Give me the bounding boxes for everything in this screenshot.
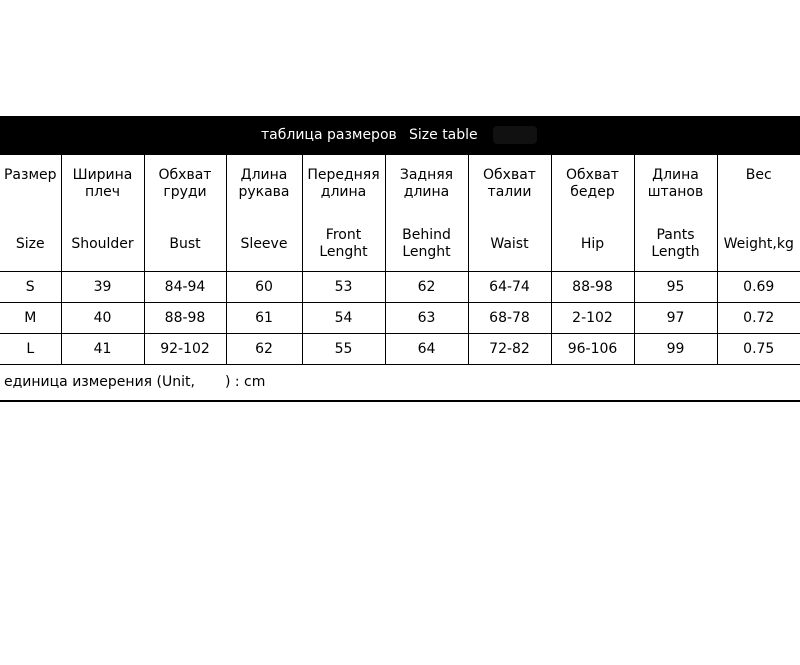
header-ru: Передняя длина bbox=[307, 167, 380, 200]
header-en: Size bbox=[15, 235, 45, 252]
header-hip bbox=[551, 155, 634, 272]
table-cell: 64-74 bbox=[468, 272, 551, 303]
header-weight bbox=[717, 155, 800, 272]
table-cell: 54 bbox=[302, 303, 385, 334]
table-cell: M bbox=[0, 303, 61, 334]
header-ru: Вес bbox=[745, 167, 772, 183]
redacted-mark bbox=[493, 126, 537, 144]
table-cell: 88-98 bbox=[144, 303, 226, 334]
table-cell: 0.72 bbox=[717, 303, 800, 334]
table-cell: 88-98 bbox=[551, 272, 634, 303]
table-cell: 63 bbox=[385, 303, 468, 334]
table-cell: 95 bbox=[634, 272, 717, 303]
size-grid bbox=[0, 154, 800, 402]
table-cell: 96-106 bbox=[551, 334, 634, 365]
header-front-length bbox=[302, 155, 385, 272]
table-cell: 97 bbox=[634, 303, 717, 334]
header-row bbox=[0, 155, 800, 272]
header-en: Waist bbox=[490, 235, 529, 252]
header-ru: Обхват талии bbox=[483, 167, 536, 200]
unit-note-suffix: ) : cm bbox=[224, 374, 266, 391]
table-cell: 60 bbox=[226, 272, 302, 303]
header-size bbox=[0, 155, 61, 272]
header-en: Weight,kg bbox=[723, 235, 794, 252]
header-en: Sleeve bbox=[240, 235, 288, 252]
table-cell: 99 bbox=[634, 334, 717, 365]
table-cell: 0.75 bbox=[717, 334, 800, 365]
header-bust bbox=[144, 155, 226, 272]
table-row bbox=[0, 334, 800, 365]
header-ru: Ширина плеч bbox=[72, 167, 133, 200]
header-ru: Длина рукава bbox=[238, 167, 290, 200]
table-cell: 40 bbox=[61, 303, 144, 334]
table-cell: 61 bbox=[226, 303, 302, 334]
header-en: Front Lenght bbox=[319, 227, 368, 260]
table-cell: 0.69 bbox=[717, 272, 800, 303]
title-ru: таблица размеров bbox=[261, 127, 397, 143]
table-cell: 2-102 bbox=[551, 303, 634, 334]
header-en: Behind Lenght bbox=[402, 227, 451, 260]
unit-note bbox=[0, 365, 800, 402]
table-cell: 84-94 bbox=[144, 272, 226, 303]
table-cell: 92-102 bbox=[144, 334, 226, 365]
header-ru: Обхват бедер bbox=[566, 167, 619, 200]
header-en: Shoulder bbox=[71, 235, 134, 252]
header-en: Bust bbox=[169, 235, 201, 252]
table-cell: 41 bbox=[61, 334, 144, 365]
header-shoulder bbox=[61, 155, 144, 272]
size-table bbox=[0, 116, 800, 406]
table-cell: L bbox=[0, 334, 61, 365]
table-cell: 68-78 bbox=[468, 303, 551, 334]
table-row bbox=[0, 272, 800, 303]
unit-row bbox=[0, 365, 800, 402]
header-ru: Задняя длина bbox=[399, 167, 454, 200]
table-row bbox=[0, 303, 800, 334]
table-cell: 62 bbox=[226, 334, 302, 365]
header-en: Hip bbox=[580, 235, 605, 252]
header-waist bbox=[468, 155, 551, 272]
title-bar bbox=[0, 116, 800, 154]
header-ru: Обхват груди bbox=[158, 167, 212, 200]
table-cell: 72-82 bbox=[468, 334, 551, 365]
title-en: Size table bbox=[409, 127, 478, 143]
header-sleeve bbox=[226, 155, 302, 272]
header-pants-length bbox=[634, 155, 717, 272]
table-cell: 39 bbox=[61, 272, 144, 303]
table-cell: 64 bbox=[385, 334, 468, 365]
table-cell: S bbox=[0, 272, 61, 303]
header-ru: Размер bbox=[3, 167, 57, 183]
table-cell: 53 bbox=[302, 272, 385, 303]
header-en: Pants Length bbox=[651, 227, 700, 260]
table-cell: 55 bbox=[302, 334, 385, 365]
header-behind-length bbox=[385, 155, 468, 272]
header-ru: Длина штанов bbox=[647, 167, 704, 200]
table-cell: 62 bbox=[385, 272, 468, 303]
unit-note-prefix: единица измерения (Unit, bbox=[4, 374, 195, 391]
